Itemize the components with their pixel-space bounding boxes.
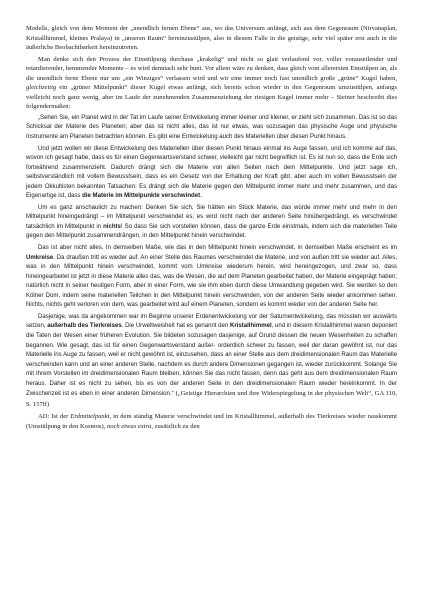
- bold-text: Kristallhimmel: [229, 323, 272, 330]
- text-run: AD: Ist der: [38, 413, 71, 421]
- quote-paragraph: [26, 114, 397, 143]
- text-run: Um es ganz anschaulich zu machen: Denken Sie sich, Sie hätten ein Stück Materie, das würde immer mehr und mehr in den Mittelpunkt hineingedrängt – im Mittelpunkt verschwindet es; es wird nicht nach der anderen Seite hinübergedrängt, es verschwindet tatsächlich im Mittelpunkt in: [26, 204, 397, 230]
- quote-paragraph: [26, 244, 397, 311]
- text-run: Dasjenige, was da angekommen war im Beginne unserer Erdenentwickelung vor der Saturnentwickelung, das müssten wir auswärts setzen,: [26, 313, 397, 330]
- bold-text: Umkreise: [26, 254, 54, 261]
- text-run: , in dem ständig Materie verschwindet und im Kristallhimmel, außerhalb des Tierkreises wieder rauskommt (Umstülpung in den Kosmos),: [26, 413, 397, 430]
- text-run: Das ist aber nicht alles. In demselben Maße, wie das in den Mittelpunkt hinein verschwindet, in demselben Maße erscheint es im: [38, 245, 397, 252]
- quote-paragraph: [26, 313, 397, 410]
- italic-text: gleichzeitig: [26, 84, 57, 92]
- text-run: , zusätzlich zu den: [151, 422, 200, 430]
- bold-text: die Materie im Mittelpunkte verschwindet: [82, 193, 201, 200]
- text-run: .: [200, 193, 202, 200]
- text-run: („Geistige Hierarchien und ihre Widerspiegelung in der physischen Welt“, GA 110, S. 157ff): [26, 390, 397, 408]
- bold-text: außerhalb des Tierkreises: [47, 323, 122, 330]
- bold-text: nichts: [103, 223, 121, 230]
- text-run: . Die Urweltweisheit hat es genannt den: [121, 323, 230, 330]
- text-run: Man denke sich den Prozess der Einstülpung durchaus „krakelig“ und nicht so glatt verlaufend vor, voller vorauseilender und retardierender, hemmender Momente – es wird demnach sehr bunt. Vor allem wäre zu denken, dass gleich vom allerersten Einstülpen an, als die unendlich ferne Ebene nur um „ein Winziges“ verlassen wird und wir eine immer noch fast unendlich große „grüne“ Kugel haben,: [26, 55, 397, 82]
- quote-paragraph: [26, 204, 397, 242]
- body-paragraph: [26, 55, 397, 112]
- text-run: , und in diesem Kristallhimmel waren deponiert die Taten der Wesen einer früheren Evolution. Sie bildeten sozusagen dasjenige, auf Grund dessen die neuen Wesenheiten zu schaffen begannen. Wie gesagt, das ist für einen Gegenwartsverstand außer- ordentlich schwer zu fassen, weil der daran gewöhnt ist, nur das Materielle ins Auge zu fassen, weil er nicht gewöhnt ist, einzusehen, dass an einer Stelle aus dem dreidimensionalen Raum das Materielle verschwinden kann und an einer anderen Stelle, nachdem es durch andere Dimensionen gegangen ist, wieder zurückkommt. Solange Sie mit Ihrem Vorstellen im dreidimensionalen Raum bleiben, können Sie das nicht fassen, denn das geht aus dem dreidimensionalen Raum heraus. Daher ist es nicht zu sehen, bis es von der anderen Seite in den dreidimensionalen Raum wieder hereinkommt. In der Zwischenzeit ist es eben in einer anderen Dimension.“: [26, 323, 397, 398]
- text-run: . Da draußen tritt es wieder auf. An einer Stelle des Raumes verschwindet die Materie, und von außen tritt sie wieder auf. Alles, was in den Mittelpunkt hinein verschwindet, kommt vom Umkreise wiederum herein, wird hereingezogen, und zwar so, dass hineingearbeitet ist jetzt in diese Materie alles das, was die Wesen, die auf dem Planeten gearbeitet haben, der Materie eingeprägt haben; natürlich nicht in seiner heutigen Form, aber in einer Form, wie sie ihm eben durch diese Umwandlung gegeben wird. Sie werden so den Kölner Dom, indem seine materiellen Teilchen in den Mittelpunkt hinein verschwinden, von der anderen Seite wieder ankommen sehen. Nichts, nichts geht verloren von dem, was gearbeitet wird auf einem Planeten, sondern es kommt wieder von der anderen Seite her.: [26, 254, 397, 309]
- text-run: Und jetzt wollen wir diese Entwickelung des Materiellen über diesen Punkt hinaus einmal ins Auge fassen, und ich komme auf das, wovon ich gesagt habe, dass es für einen Gegenwartsverstand schwer, vielleicht gar nicht begreiflich ist. Es ist nun so, dass die Erde sich fortwährend zusammenzieht. Dadurch drängt sich die Materie von allen Seiten nach dem Mittelpunkte. Und jetzt sage ich, selbstverständlich mit vollem Bewusstsein, dass es ein Gesetz von der Erhaltung der Kraft gibt, aber auch im vollen Bewusstsein der jedem Okkultisten bekannten Tatsachen: Es drängt sich die Materie gegen den Mittelpunkt immer mehr und mehr zusammen, und das Eigenartige ist, dass: [26, 145, 397, 200]
- quote-paragraph: [26, 145, 397, 202]
- text-run: „Sehen Sie, ein Planet wird in der Tat im Laufe seiner Entwickelung immer kleiner und kleiner, er zieht sich zusammen. Das ist so das Schicksal der Materie des Planeten; aber das ist nicht alles, das ist nur etwas, was sozusagen das physische Auge und physische Instrumente am Planeten betrachten können. Es gibt eine Entwickelung auch des Materiellen über diesen Punkt hinaus.: [26, 114, 397, 141]
- text-run: Modells, gleich von dem Moment der „unendlich fernen Ebene“ aus, wo das Universum anfängt, sich aus dem Gegenraum (Nirvanaplan, Kristallhimmel, kleines Pralaya) in „unseren Raum“ hereinzustülpen, also in diesem Falle in die geistige, sehr viel später erst auch in die äußerliche Beobachtbarkeit hereinzutreten.: [26, 25, 397, 52]
- italic-text: noch etwas extra: [106, 422, 152, 430]
- text-run: ein „grüner Mittelpunkt“ dieser Kugel etwas anfängt, sich bereits schon wieder in den Gegenraum umzustülpen, anfangs vielleicht noch ganz wenig, aber im Laufe der zunehmenden Zusammenziehung der riesigen Kugel immer mehr – Steiner beschreibt dies folgendermaßen:: [26, 84, 397, 111]
- text-run: ! So dass Sie sich vorstellen können, dass die ganze Erde einstmals, indem sich die materiellen Teile gegen den Mittelpunkt zusammendrängen, in den Mittelpunkt hinein verschwindet.: [26, 223, 397, 240]
- italic-text: Erdmittelpunkt: [70, 413, 110, 421]
- body-paragraph: [26, 24, 397, 53]
- body-paragraph: [26, 412, 397, 431]
